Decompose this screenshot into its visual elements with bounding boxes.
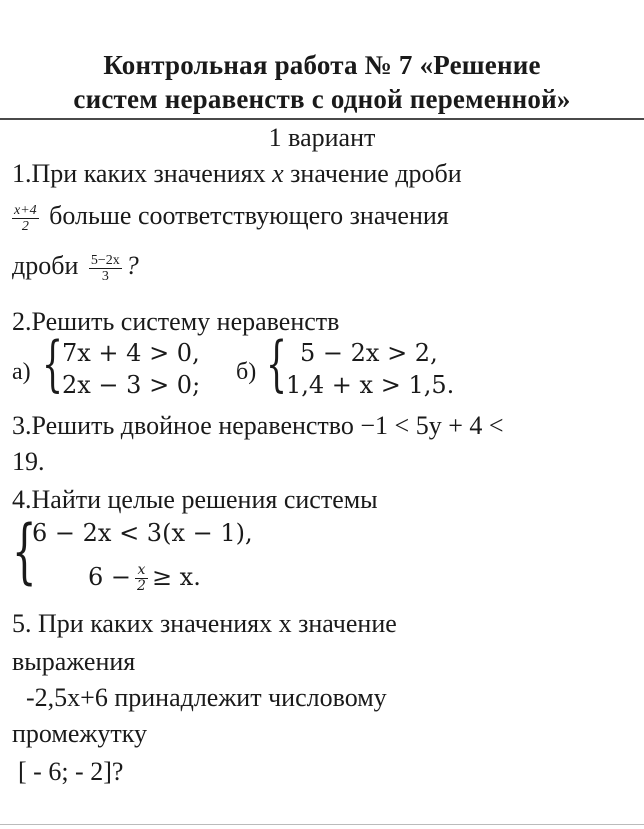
system-b-brace: { xyxy=(266,329,288,399)
task2-label-a: а) xyxy=(12,359,31,385)
task1-line3-tail: ? xyxy=(125,251,139,280)
system-4-eq2 xyxy=(88,562,201,594)
fraction-1-numerator: x+4 xyxy=(14,202,37,218)
variant-label: 1 вариант xyxy=(268,123,376,152)
eq2-numerator: x xyxy=(135,563,148,579)
eq2-prefix: 6 − xyxy=(88,563,132,591)
system-a-brace: { xyxy=(42,329,64,399)
fraction-2-numerator: 5−2x xyxy=(90,252,120,268)
task1-text-start: 1.При каких значениях xyxy=(12,159,273,188)
task1-line2 xyxy=(8,200,449,234)
system-4-brace: { xyxy=(12,510,37,592)
task5-line3: -2,5x+6 принадлежит числовому xyxy=(26,683,387,712)
system-b-eq2: 1,4 + x > 1,5. xyxy=(286,371,455,399)
task5-line1: 5. При каких значениях x значение xyxy=(12,609,397,638)
header-rule xyxy=(0,118,644,120)
task1-line3 xyxy=(12,250,139,284)
system-4-eq1: 6 − 2x < 3(x − 1), xyxy=(32,519,253,547)
task5-line4: промежутку xyxy=(12,719,148,748)
task1-line3-text: дроби xyxy=(12,251,85,280)
task1-fraction-1 xyxy=(12,203,39,234)
task1-line2-text: больше соответствующего значения xyxy=(42,201,449,230)
system-b-eq1: 5 − 2x > 2, xyxy=(300,339,438,367)
eq2-suffix: ≥ x. xyxy=(151,563,201,591)
task1-fraction-2 xyxy=(89,253,122,284)
title-line-2: систем неравенств с одной переменной» xyxy=(73,84,571,114)
system-a-eq2: 2x − 3 > 0; xyxy=(62,371,201,399)
system-a-eq1: 7x + 4 > 0, xyxy=(62,339,200,367)
task1-var: x xyxy=(272,159,284,188)
task1-line1 xyxy=(12,158,462,190)
eq2-denominator: 2 xyxy=(137,578,146,594)
bottom-rule xyxy=(0,824,644,825)
task2-label-b: б) xyxy=(236,359,257,385)
fraction-2-denominator: 3 xyxy=(101,268,109,284)
title-line-1: Контрольная работа № 7 «Решение xyxy=(103,50,541,80)
task5-line5: [ - 6; - 2]? xyxy=(18,757,124,786)
task4-heading: 4.Найти целые решения системы xyxy=(12,485,378,514)
task3-line2: 19. xyxy=(12,447,45,476)
task1-text-tail: значение дроби xyxy=(283,159,462,188)
fraction-1-denominator: 2 xyxy=(21,218,29,234)
task5-line2: выражения xyxy=(12,647,136,676)
task3-line1: 3.Решить двойное неравенство −1 < 5y + 4 < xyxy=(12,411,504,440)
eq2-fraction xyxy=(135,563,148,594)
task2-heading: 2.Решить систему неравенств xyxy=(12,307,340,336)
